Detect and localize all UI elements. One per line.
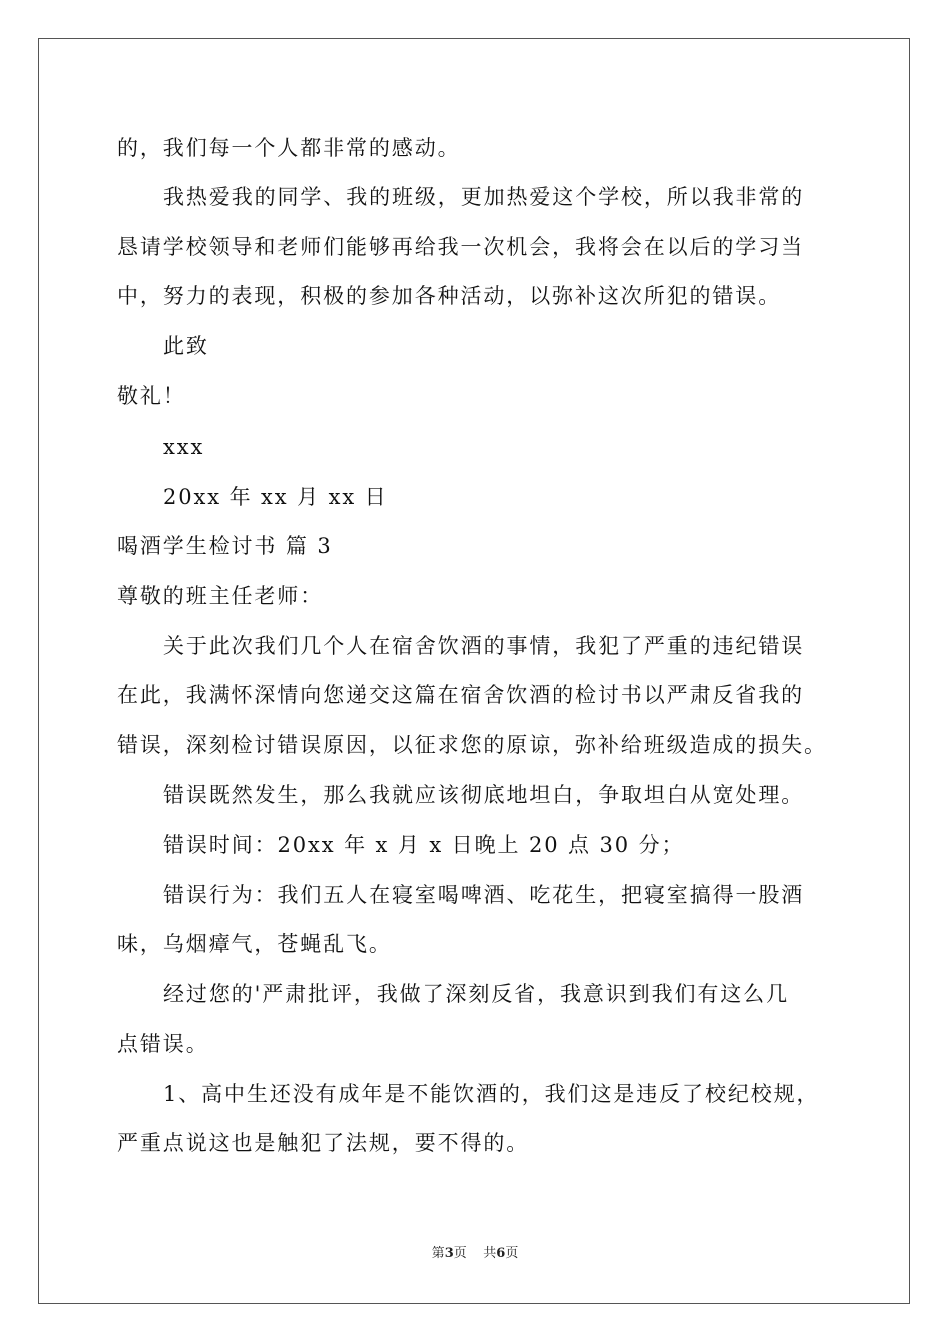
page-suffix: 页 bbox=[505, 1246, 519, 1261]
letter-greeting: 尊敬的班主任老师： bbox=[117, 584, 324, 608]
section-title: 喝酒学生检讨书 篇 3 bbox=[117, 534, 333, 558]
text-line-13: 错误，深刻检讨错误原因，以征求您的原谅，弥补给班级造成的损失。 bbox=[117, 733, 827, 757]
page-border bbox=[38, 38, 910, 1304]
page-footer bbox=[0, 1245, 950, 1263]
text-line-4: 中，努力的表现，积极的参加各种活动，以弥补这次所犯的错误。 bbox=[117, 284, 782, 308]
page-current: 3 bbox=[444, 1246, 454, 1261]
page-prefix: 第 bbox=[431, 1246, 445, 1261]
text-line-20: 1、高中生还没有成年是不能饮酒的，我们这是违反了校纪校规， bbox=[163, 1082, 820, 1106]
page-mid: 页 共 bbox=[453, 1246, 497, 1261]
text-line-15: 错误时间：20xx 年 x 月 x 日晚上 20 点 30 分； bbox=[163, 833, 685, 857]
text-line-3: 恳请学校领导和老师们能够再给我一次机会，我将会在以后的学习当 bbox=[117, 235, 804, 259]
text-line-19: 点错误。 bbox=[117, 1032, 209, 1056]
closing-regards: 敬礼！ bbox=[117, 384, 186, 408]
signature-name: xxx bbox=[163, 435, 205, 459]
text-line-14: 错误既然发生，那么我就应该彻底地坦白，争取坦白从宽处理。 bbox=[163, 783, 805, 807]
closing-salutation: 此致 bbox=[163, 334, 209, 358]
text-line-1: 的，我们每一个人都非常的感动。 bbox=[117, 136, 461, 160]
text-line-12: 在此，我满怀深情向您递交这篇在宿舍饮酒的检讨书以严肃反省我的 bbox=[117, 683, 804, 707]
text-line-18: 经过您的'严肃批评，我做了深刻反省，我意识到我们有这么几 bbox=[163, 982, 789, 1006]
text-line-21: 严重点说这也是触犯了法规，要不得的。 bbox=[117, 1131, 530, 1155]
text-line-17: 味，乌烟瘴气，苍蝇乱飞。 bbox=[117, 932, 392, 956]
text-line-2: 我热爱我的同学、我的班级，更加热爱这个学校，所以我非常的 bbox=[163, 185, 805, 209]
text-line-11: 关于此次我们几个人在宿舍饮酒的事情，我犯了严重的违纪错误 bbox=[163, 634, 805, 658]
signature-date: 20xx 年 xx 月 xx 日 bbox=[163, 485, 388, 509]
page-total: 6 bbox=[496, 1246, 506, 1261]
text-line-16: 错误行为：我们五人在寝室喝啤酒、吃花生，把寝室搞得一股酒 bbox=[163, 883, 805, 907]
